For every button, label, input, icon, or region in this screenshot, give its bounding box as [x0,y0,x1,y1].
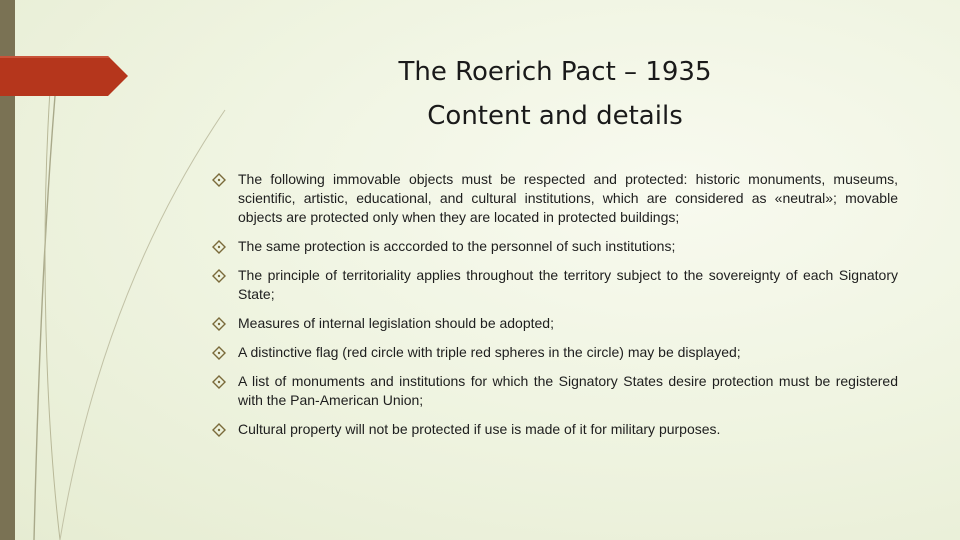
bullet-item [212,266,898,304]
bullet-text: The principle of territoriality applies throughout the territory subject to the sovereignty of each Signatory State; [238,267,898,302]
bullet-text: The following immovable objects must be respected and protected: historic monuments, museums, scientific, artistic, educational, and cultural institutions, which are considered as «neutral»; movable objects are protected only when they are located in protected buildings; [238,171,898,225]
bullet-item [212,237,898,256]
bullet-text: Measures of internal legislation should be adopted; [238,315,554,331]
bullet-item [212,170,898,227]
bullet-item [212,420,898,439]
bullet-list [212,170,898,449]
bullet-text: Cultural property will not be protected if use is made of it for military purposes. [238,421,721,437]
title-line-1: The Roerich Pact – 1935 [398,57,712,87]
bullet-item [212,343,898,362]
diamond-outline-icon [212,173,226,187]
slide-title [300,50,810,138]
diamond-outline-icon [212,375,226,389]
bullet-item [212,314,898,333]
bullet-text: A distinctive flag (red circle with triple red spheres in the circle) may be displayed; [238,344,741,360]
bullet-text: The same protection is acccorded to the personnel of such institutions; [238,238,676,254]
diamond-outline-icon [212,269,226,283]
title-line-2: Content and details [427,101,683,131]
diamond-outline-icon [212,346,226,360]
bullet-text: A list of monuments and institutions for which the Signatory States desire protection must be registered with the Pan-American Union; [238,373,898,408]
bullet-item [212,372,898,410]
diamond-outline-icon [212,240,226,254]
diamond-outline-icon [212,317,226,331]
diamond-outline-icon [212,423,226,437]
accent-arrow [0,56,130,96]
